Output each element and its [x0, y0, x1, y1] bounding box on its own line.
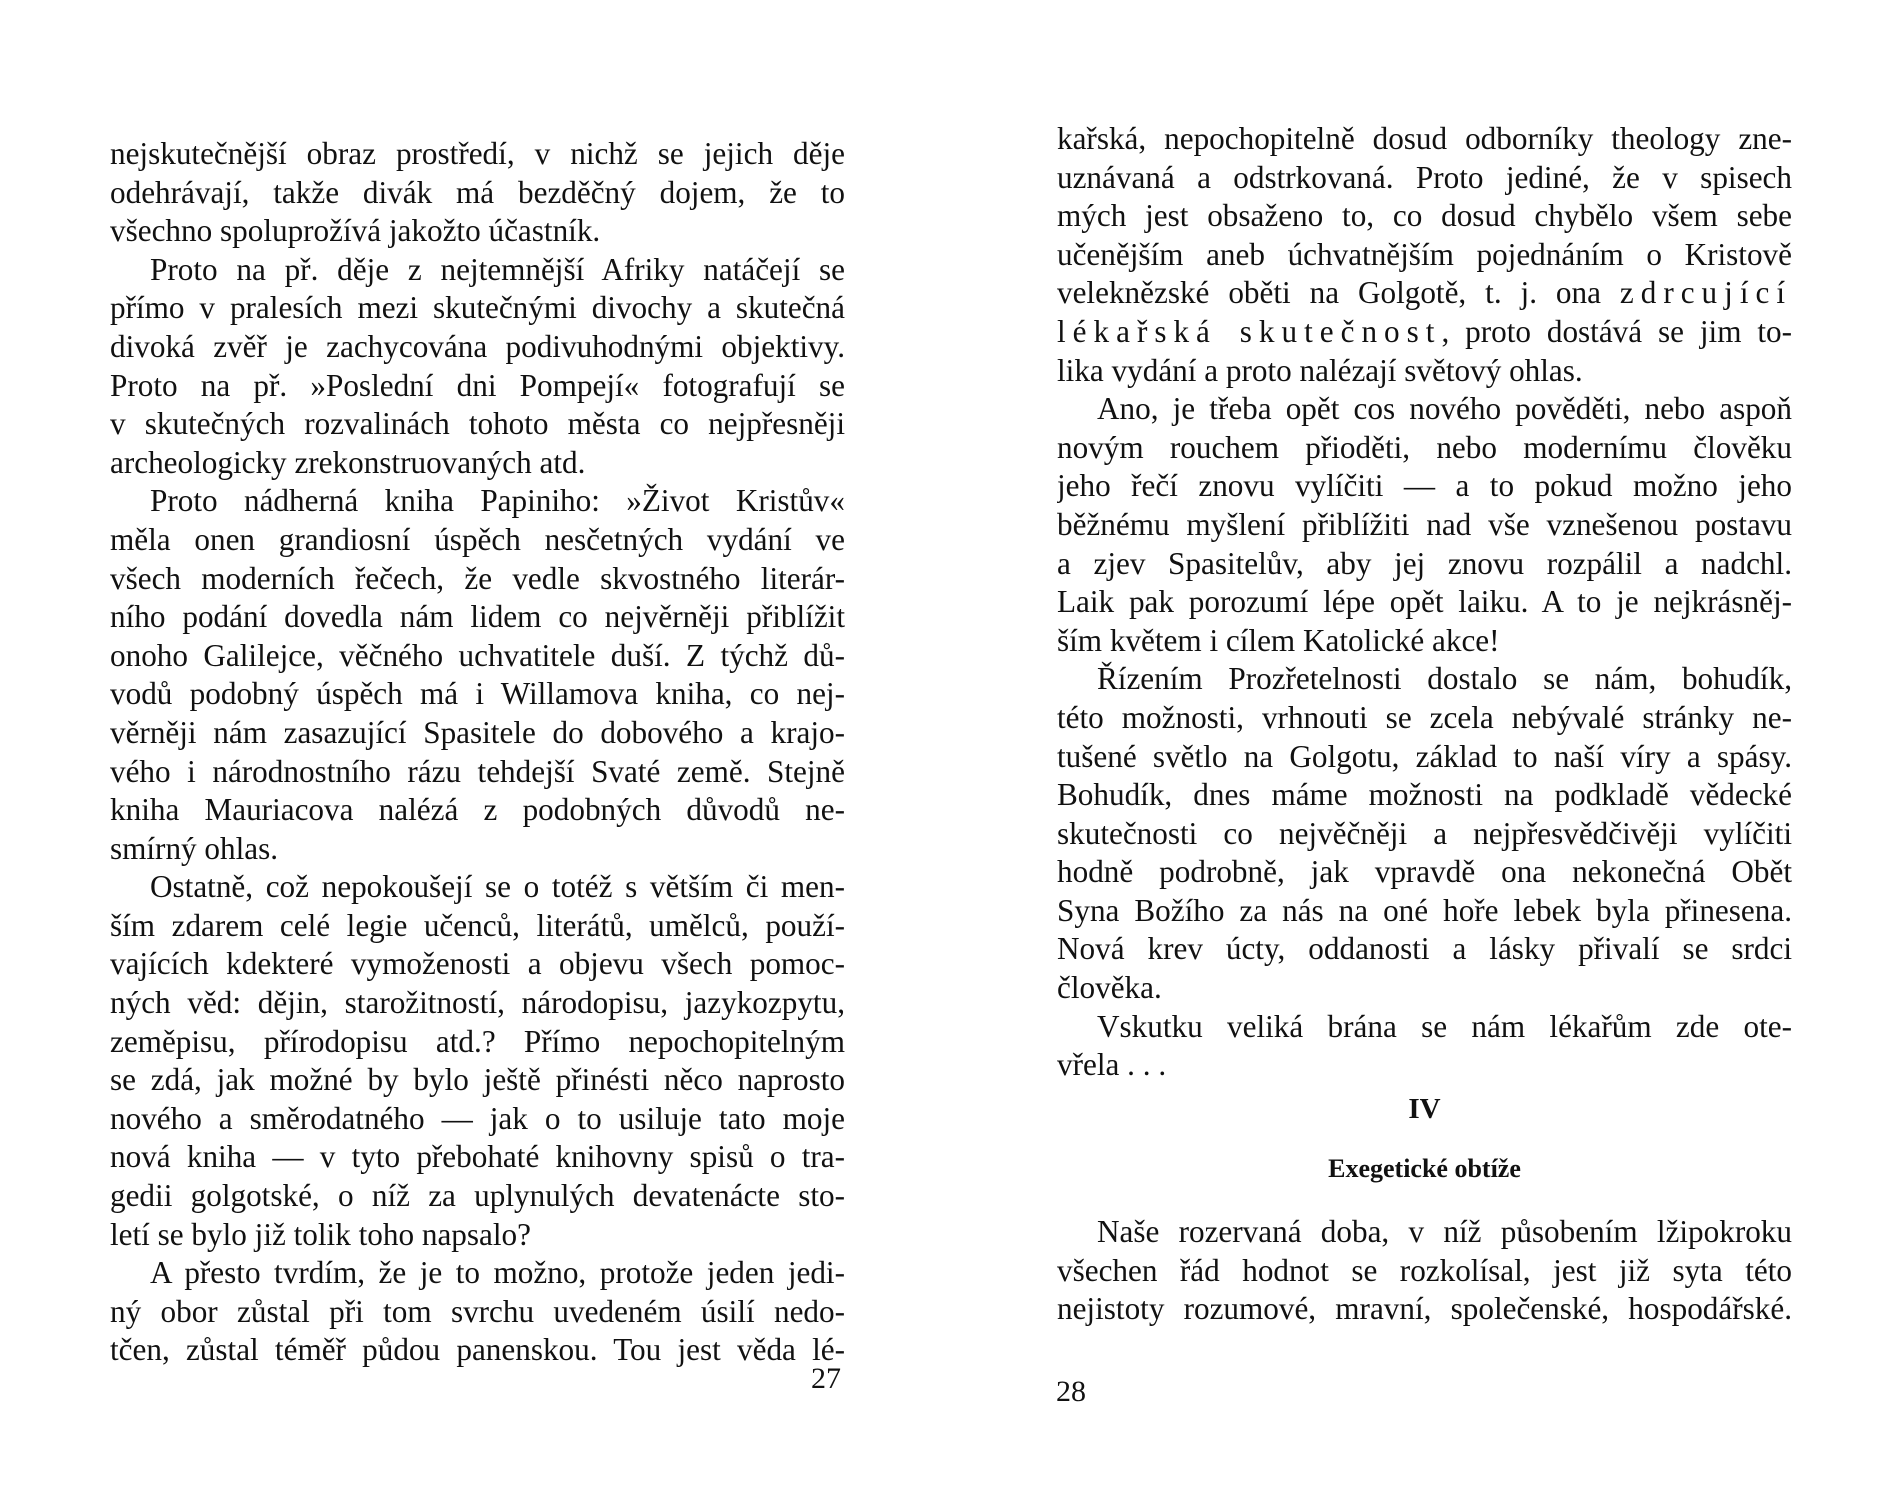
text-line: přímo v pralesích mezi skutečnými divochy a skutečná	[110, 290, 845, 326]
text-line: letí se bylo již tolik toho napsalo?	[110, 1216, 531, 1252]
right-page-text	[1057, 120, 1792, 1085]
text-line: lika vydání a proto nalézají světový ohlas.	[1057, 352, 1583, 388]
text-line: tčen, zůstal téměř půdou panenskou. Tou jest věda lé-	[110, 1332, 845, 1368]
page-number-right: 28	[1056, 1375, 1086, 1408]
page-number-left: 27	[811, 1362, 841, 1395]
text-line: vajících kdekteré vymoženosti a objevu všech pomoc-	[110, 946, 845, 982]
text-line: ším květem i cílem Katolické akce!	[1057, 622, 1500, 658]
text-line: veleknězské oběti na Golgotě, t. j. ona zdrcující	[1057, 275, 1792, 311]
text-line: ního podání dovedla nám lidem co nejvěrněji přiblížit	[110, 599, 845, 635]
text-line: Proto na př. »Poslední dni Pompejí« fotografují se	[110, 367, 845, 403]
text-line: Ostatně, což nepokoušejí se o totéž s větším či men-	[150, 869, 845, 905]
text-line: Laik pak porozumí lépe opět laiku. A to je nejkrásněj-	[1057, 584, 1792, 620]
text-line: ných věd: dějin, starožitností, národopisu, jazykozpytu,	[110, 985, 845, 1021]
text-line: Naše rozervaná doba, v níž působením lžipokroku	[1097, 1214, 1792, 1249]
text-line: Nová krev úcty, oddanosti a lásky přivalí se srdci	[1057, 931, 1792, 967]
text-line: všechno spoluprožívá jakožto účastník.	[110, 213, 601, 249]
text-line: vřela . . .	[1057, 1047, 1167, 1083]
text-line: archeologicky zrekonstruovaných atd.	[110, 444, 586, 480]
text-line: uznávaná a odstrkovaná. Proto jediné, že v spisech	[1057, 159, 1792, 195]
text-line: nejskutečnější obraz prostředí, v nichž se jejich děje	[110, 136, 845, 171]
text-line: Vskutku veliká brána se nám lékařům zde ote-	[1097, 1008, 1792, 1044]
text-line: vodů podobný úspěch má i Willamova kniha, co nej-	[110, 676, 845, 712]
text-line: Ano, je třeba opět cos nového pověděti, nebo aspoň	[1097, 391, 1792, 427]
left-page-text	[110, 135, 845, 1370]
text-line: A přesto tvrdím, že je to možno, protože jeden jedi-	[150, 1255, 845, 1291]
text-line: Proto na př. děje z nejtemnější Afriky natáčejí se	[150, 251, 845, 287]
text-line: nového a směrodatného — jak o to usiluje tato moje	[110, 1100, 845, 1136]
text-line: vého i národnostního rázu tehdejší Svaté země. Stejně	[110, 753, 845, 789]
text-line: nejistoty rozumové, mravní, společenské, hospodářské.	[1057, 1291, 1792, 1327]
text-line: ším zdarem celé legie učenců, literátů, umělců, použí-	[110, 907, 845, 943]
chapter-title: Exegetické obtíže	[1328, 1154, 1521, 1183]
text-line: gedii golgotské, o níž za uplynulých devatenácte sto-	[110, 1178, 845, 1214]
text-line: této možnosti, vrhnouti se zcela nebývalé stránky ne-	[1057, 699, 1792, 735]
text-line: všech moderních řečech, že vedle skvostného literár-	[110, 560, 845, 596]
text-line: hodně podrobně, jak vpravdě ona nekonečná Obět	[1057, 854, 1792, 890]
text-line: tušené světlo na Golgotu, základ to naší víry a spásy.	[1057, 738, 1792, 774]
text-line: se zdá, jak možné by bylo ještě přinésti něco naprosto	[110, 1062, 845, 1098]
text-line: smírný ohlas.	[110, 830, 279, 866]
text-line: měla onen grandiosní úspěch nesčetných vydání ve	[110, 521, 845, 557]
text-line: ný obor zůstal při tom svrchu uvedeném úsilí nedo-	[110, 1293, 845, 1329]
right-page	[947, 0, 1894, 1500]
chapter-opening-text	[1057, 1213, 1792, 1329]
text-line: běžnému myšlení přiblížiti nad vše vznešenou postavu	[1057, 506, 1792, 542]
text-line: všechen řád hodnot se rozkolísal, jest již syta této	[1057, 1252, 1792, 1288]
text-line: učenějším aneb úchvatnějším pojednáním o Kristově	[1057, 236, 1792, 272]
text-line: člověka.	[1057, 970, 1162, 1006]
text-line: Bohudík, dnes máme možnosti na podkladě vědecké	[1057, 777, 1792, 813]
text-line: kniha Mauriacova nalézá z podobných důvodů ne-	[110, 792, 845, 828]
text-line: Řízením Prozřetelnosti dostalo se nám, bohudík,	[1097, 661, 1792, 697]
text-line: novým rouchem přioděti, nebo modernímu člověku	[1057, 429, 1792, 465]
text-line: odehrávají, takže divák má bezděčný dojem, že to	[110, 174, 845, 210]
text-line: lékařská skutečnost, proto dostává se jim to-	[1057, 313, 1792, 349]
text-line: kařská, nepochopitelně dosud odborníky theology zne-	[1057, 121, 1792, 156]
text-line: nová kniha — v tyto přebohaté knihovny spisů o tra-	[110, 1139, 845, 1175]
text-line: Syna Božího za nás na oné hoře lebek byla přinesena.	[1057, 892, 1792, 928]
text-line: skutečnosti co nejvěčněji a nejpřesvědčivěji vylíčiti	[1057, 815, 1792, 851]
text-line: věrněji nám zasazující Spasitele do dobového a krajo-	[110, 714, 845, 750]
text-line: zeměpisu, přírodopisu atd.? Přímo nepochopitelným	[110, 1023, 845, 1059]
text-line: Proto nádherná kniha Papiniho: »Život Kristův«	[150, 483, 845, 519]
text-line: onoho Galilejce, věčného uchvatitele duší. Z týchž dů-	[110, 637, 845, 673]
chapter-number: IV	[1408, 1093, 1441, 1125]
text-line: v skutečných rozvalinách tohoto města co nejpřesněji	[110, 406, 845, 442]
text-line: divoká zvěř je zachycována podivuhodnými objektivy.	[110, 328, 845, 364]
text-line: mých jest obsaženo to, co dosud chybělo všem sebe	[1057, 198, 1792, 234]
text-line: a zjev Spasitelův, aby jej znovu rozpálil a nadchl.	[1057, 545, 1792, 581]
text-line: jeho řečí znovu vylíčiti — a to pokud možno jeho	[1057, 468, 1792, 504]
